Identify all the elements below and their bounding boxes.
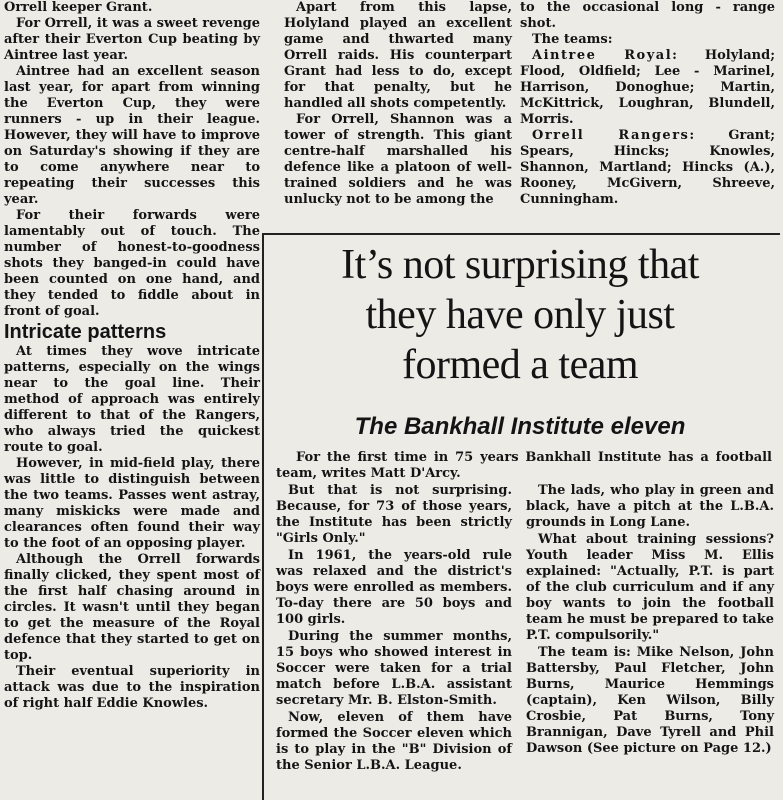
headline-line: It’s not surprising that — [341, 242, 699, 288]
team-lineup-aintree — [520, 48, 775, 128]
paragraph: Their eventual superiority in attack was due to the inspiration of right half Eddie Knowles. — [4, 664, 260, 711]
column-match-report-1 — [4, 0, 260, 712]
paragraph: Aintree had an excellent season last year, for apart from winning the Everton Cup, they were runners - up in their league. However, they will have to improve on Saturday's showing if they are to come anywhere near to repeating their successes this year. — [4, 64, 260, 207]
story-lead: For the first time in 75 years Bankhall Institute has a football team, writes Matt D'Arcy. — [276, 450, 772, 481]
paragraph: Orrell keeper Grant. — [4, 0, 153, 15]
paragraph: During the summer months, 15 boys who showed interest in Soccer were taken for a trial match before L.B.A. assistant secretary Mr. B. Elston-Smith. — [276, 629, 512, 708]
headline-line: they have only just — [365, 292, 675, 338]
team-name: Orrell Rangers: — [532, 128, 696, 143]
paragraph: However, in mid-field play, there was little to distinguish between the two teams. Passes went astray, many miskicks were made and clearances often found their way to the foot of an opposing player. — [4, 456, 260, 551]
column-match-report-2 — [284, 0, 512, 208]
paragraph: The team is: Mike Nelson, John Battersby, Paul Fletcher, John Burns, Maurice Hemmings (captain), Ken Wilson, Billy Crosbie, Pat Burns, Tony Brannigan, Dave Tyrell and Phil Dawson (See picture on Page 12.) — [526, 645, 774, 756]
paragraph: Apart from this lapse, Holyland played an excellent game and thwarted many Orrell raids. His counterpart Grant had less to do, except for that penalty, but he handled all shots competently. — [284, 0, 512, 111]
team-name: Aintree Royal: — [532, 48, 679, 63]
paragraph: But that is not surprising. Because, for 73 of those years, the Institute has been strictly "Girls Only." — [276, 483, 512, 546]
paragraph: For Orrell, Shannon was a tower of strength. This giant centre-half marshalled his defence like a platoon of well-trained soldiers and he was unlucky not to be among the — [284, 112, 512, 207]
story-headline — [262, 240, 778, 390]
column-match-report-3 — [520, 0, 775, 208]
headline-line: formed a team — [401, 342, 639, 388]
paragraph: The lads, who play in green and black, have a pitch at the L.B.A. grounds in Long Lane. — [526, 483, 774, 530]
paragraph: At times they wove intricate patterns, especially on the wings near to the goal line. Their method of approach was entirely different to that of the Rangers, who always tried the quickest route to goal. — [4, 344, 260, 455]
paragraph: For Orrell, it was a sweet revenge after their Everton Cup beating by Aintree last year. — [4, 16, 261, 63]
story-column-right — [526, 483, 774, 758]
paragraph: to the occasional long - range shot. — [520, 0, 775, 31]
section-subhead: Intricate patterns — [4, 321, 167, 343]
team-lineup-orrell — [520, 128, 775, 208]
paragraph: What about training sessions? Youth leader Miss M. Ellis explained: "Actually, P.T. is part of the club curriculum and if any boy wants to join the football team he must be prepared to take P.T. compulsorily." — [526, 532, 774, 643]
paragraph: For their forwards were lamentably out of touch. The number of honest-to-goodness shots they banged-in could have been counted on one hand, and they tended to fiddle about in front of goal. — [4, 208, 260, 319]
paragraph: Although the Orrell forwards finally clicked, they spent most of the first half chasing around in circles. It wasn't until they began to get the measure of the Royal defence that they started to get on top. — [4, 552, 260, 663]
paragraph: In 1961, the years-old rule was relaxed and the district's boys were enrolled as members. To-day there are 50 boys and 100 girls. — [276, 548, 512, 627]
teams-heading: The teams: — [532, 32, 613, 47]
team-players: Grant; Spears, Hincks; Knowles, Shannon, Martland; Hincks (A.), Rooney, McGivern, Shreeve, Cunningham. — [520, 128, 775, 207]
story-column-left — [276, 483, 512, 775]
paragraph: Now, eleven of them have formed the Soccer eleven which is to play in the "B" Division of the Senior L.B.A. League. — [276, 710, 512, 773]
story-subtitle: The Bankhall Institute eleven — [354, 413, 686, 440]
team-players: Holyland; Flood, Oldfield; Lee - Marinel, Harrison, Donoghue; Martin, McKittrick, Loughran, Blundell, Morris. — [520, 48, 775, 127]
